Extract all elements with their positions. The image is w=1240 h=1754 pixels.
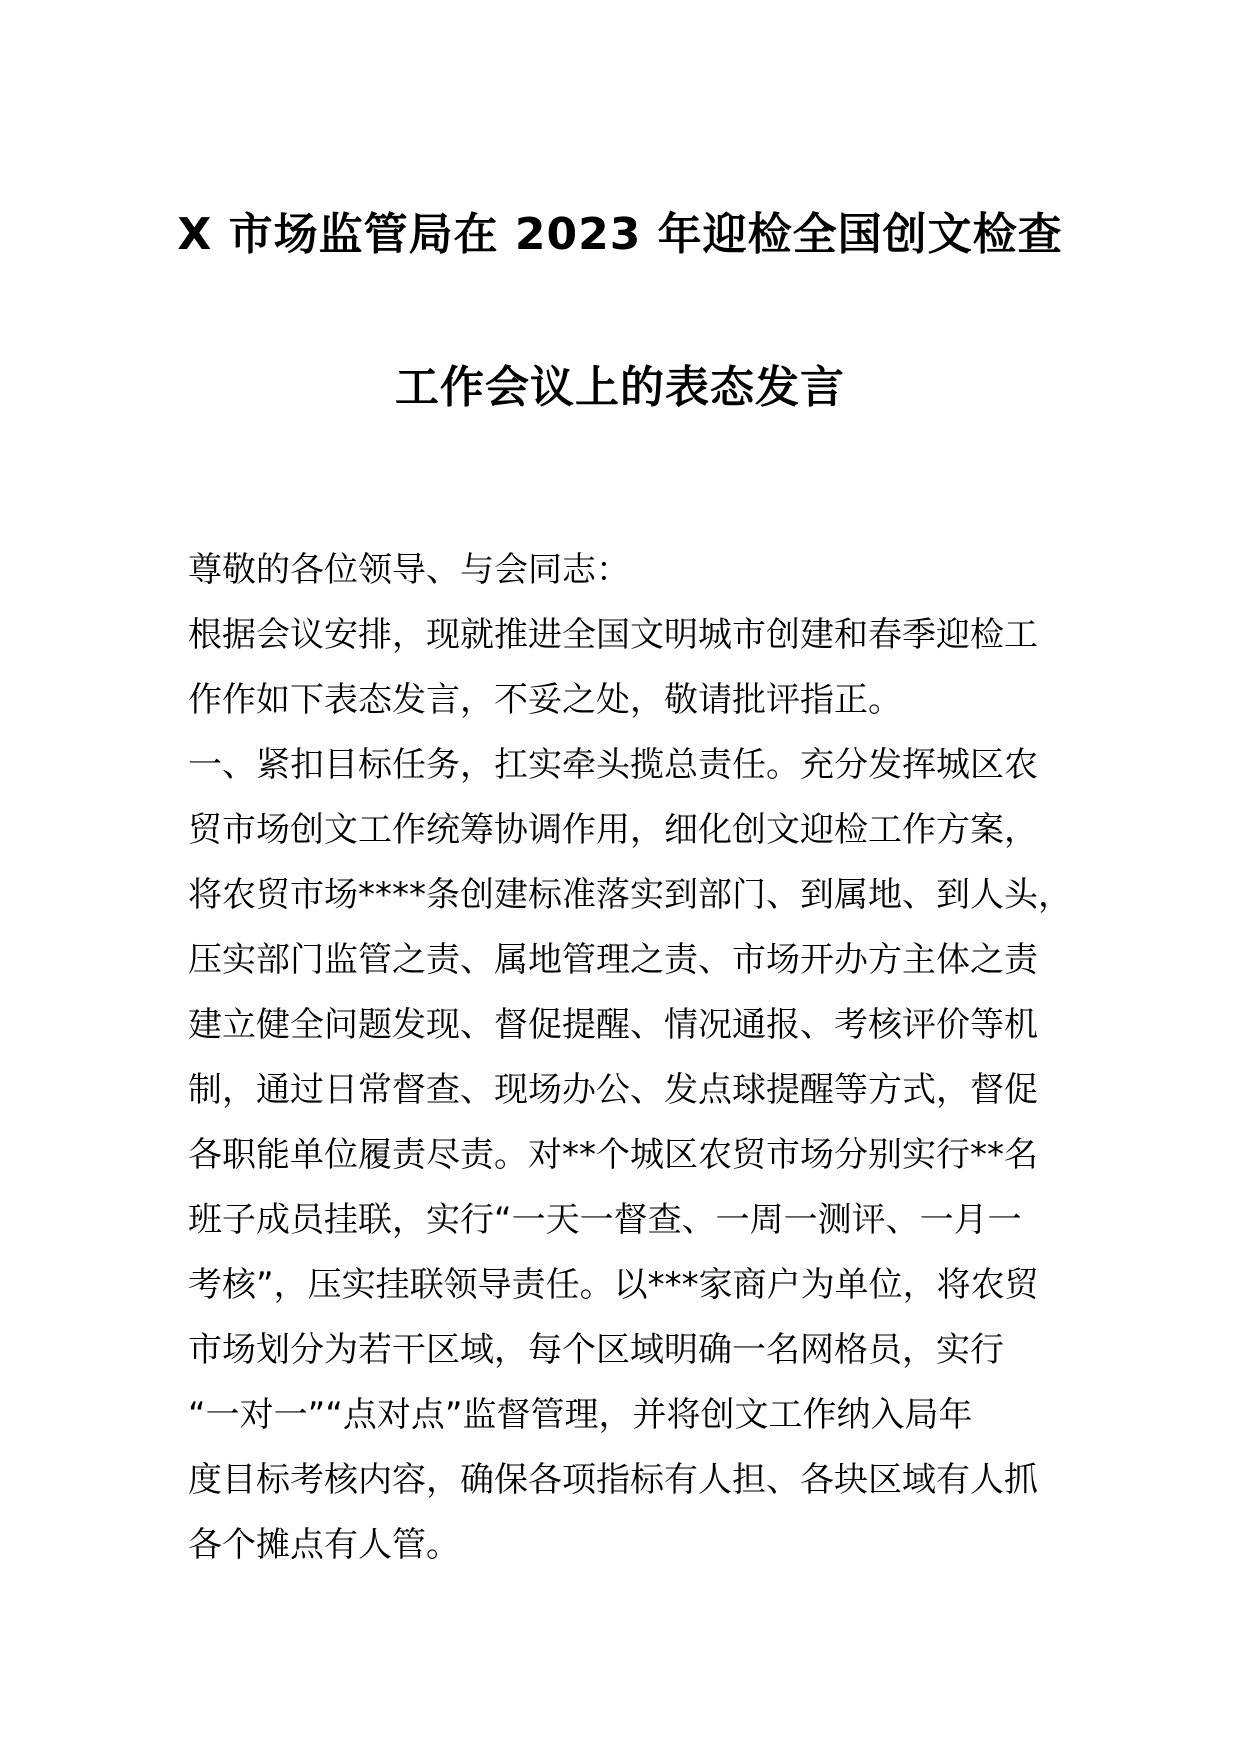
body-line: 根据会议安排，现就推进全国文明城市创建和春季迎检工	[188, 615, 1038, 655]
document-title-line-1: X 市场监管局在 2023 年迎检全国创文检查	[177, 209, 1063, 260]
section-heading-line: 一、紧扣目标任务，扛实牵头揽总责任。充分发挥城区农	[188, 745, 1038, 785]
salutation: 尊敬的各位领导、与会同志：	[188, 550, 630, 590]
body-line: 压实部门监管之责、属地管理之责、市场开办方主体之责	[188, 940, 1038, 980]
body-line: 作作如下表态发言，不妥之处，敬请批评指正。	[188, 680, 902, 720]
body-line: 各个摊点有人管。	[188, 1525, 460, 1565]
body-line: 贸市场创文工作统筹协调作用，细化创文迎检工作方案，	[188, 810, 1038, 850]
body-line: 各职能单位履责尽责。对**个城区农贸市场分别实行**名	[188, 1135, 1038, 1175]
body-line: 将农贸市场****条创建标准落实到部门、到属地、到人头，	[188, 875, 1072, 915]
body-line: 班子成员挂联，实行“一天一督查、一周一测评、一月一	[188, 1200, 1022, 1240]
body-line: 度目标考核内容，确保各项指标有人担、各块区域有人抓	[188, 1460, 1038, 1500]
body-line: 市场划分为若干区域，每个区域明确一名网格员，实行	[188, 1330, 1004, 1370]
body-line: 建立健全问题发现、督促提醒、情况通报、考核评价等机	[188, 1005, 1038, 1045]
document-title-line-2: 工作会议上的表态发言	[395, 362, 845, 413]
body-line: “一对一”“点对点”监督管理，并将创文工作纳入局年	[188, 1395, 973, 1435]
document-body	[188, 538, 1088, 1578]
body-line: 制，通过日常督查、现场办公、发点球提醒等方式，督促	[188, 1070, 1038, 1110]
body-line: 考核”，压实挂联领导责任。以***家商户为单位，将农贸	[188, 1265, 1039, 1305]
